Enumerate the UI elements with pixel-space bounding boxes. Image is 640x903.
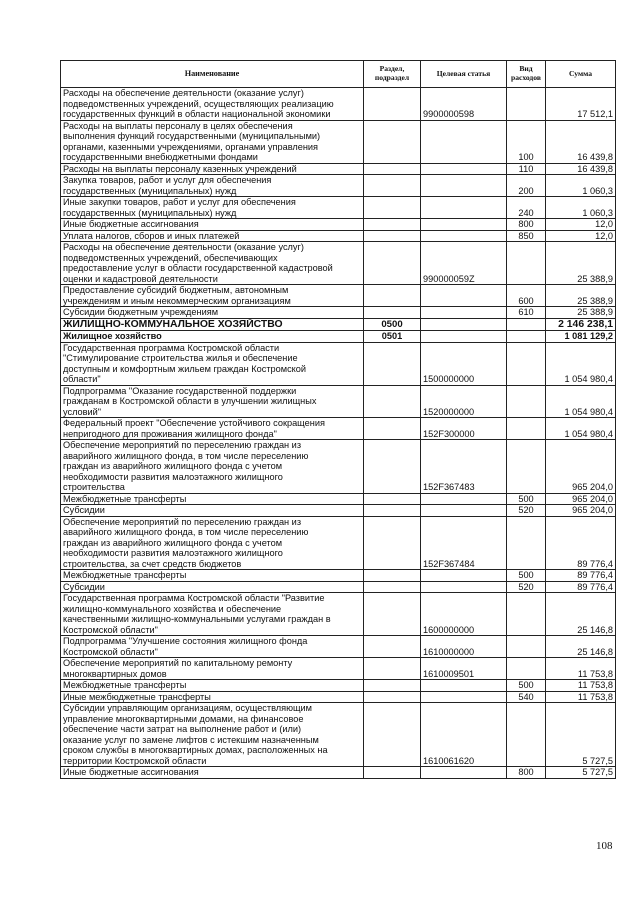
cell-vid [507,88,546,121]
table-row [61,418,616,440]
cell-name: Субсидии управляющим организациям, осуществляющим управление многоквартирными домами, на финансовое обеспечение части затрат на выполнение работ и (или) оказание услуг по замене лифтов с истекшим назначенным сроком службы в многоквартирных домах, расположенных на территории Костромской области [61,703,364,767]
table-row [61,493,616,505]
cell-section [364,636,421,658]
cell-sum: 16 439,8 [546,120,616,163]
cell-target [421,505,507,517]
table-row [61,197,616,219]
cell-section [364,163,421,175]
table-row [61,385,616,418]
header-sum: Сумма [546,61,616,88]
cell-vid: 850 [507,230,546,242]
table-body [61,88,616,779]
cell-section [364,505,421,517]
cell-name: Обеспечение мероприятий по переселению граждан из аварийного жилищного фонда, в том числе переселению граждан из аварийного жилищного фонда с учетом необходимости развития малоэтажного жилищного строительства [61,440,364,494]
cell-sum: 11 753,8 [546,658,616,680]
cell-section [364,120,421,163]
cell-name: Субсидии [61,581,364,593]
cell-name: Подпрограмма "Оказание государственной поддержки гражданам в Костромской области в улучшении жилищных условий" [61,385,364,418]
cell-target: 990000059Z [421,242,507,285]
cell-name: Расходы на обеспечение деятельности (оказание услуг) подведомственных учреждений, обеспечивающих предоставление услуг в области государственной кадастровой оценки и кадастровой деятельности [61,242,364,285]
cell-name: Предоставление субсидий бюджетным, автономным учреждениям и иным некоммерческим организациям [61,285,364,307]
cell-target: 1600000000 [421,593,507,636]
cell-name: Иные закупки товаров, работ и услуг для обеспечения государственных (муниципальных) нужд [61,197,364,219]
table-row [61,593,616,636]
budget-table [60,60,616,779]
cell-section [364,767,421,779]
page-number: 108 [596,840,613,852]
cell-section [364,307,421,319]
cell-section [364,88,421,121]
cell-vid: 500 [507,680,546,692]
cell-vid: 500 [507,570,546,582]
cell-target [421,691,507,703]
table-row [61,342,616,385]
cell-name: Межбюджетные трансферты [61,570,364,582]
cell-section [364,570,421,582]
table-row [61,570,616,582]
cell-vid: 240 [507,197,546,219]
cell-vid: 600 [507,285,546,307]
table-row [61,242,616,285]
cell-target [421,120,507,163]
cell-sum: 12,0 [546,219,616,231]
table-row [61,703,616,767]
table-row [61,307,616,319]
cell-target [421,307,507,319]
cell-sum: 965 204,0 [546,493,616,505]
cell-sum: 11 753,8 [546,680,616,692]
cell-sum: 25 146,8 [546,593,616,636]
cell-name: Расходы на выплаты персоналу в целях обеспечения выполнения функций государственными (муниципальными) органами, казенными учреждениями, органами управления государственными внебюджетными фондами [61,120,364,163]
cell-section: 0500 [364,318,421,331]
cell-name: Расходы на обеспечение деятельности (оказание услуг) подведомственных учреждений, осуществляющих реализацию государственных функций в области национальной экономики [61,88,364,121]
cell-vid: 610 [507,307,546,319]
cell-sum: 16 439,8 [546,163,616,175]
cell-section: 0501 [364,331,421,343]
header-target: Целевая статья [421,61,507,88]
cell-section [364,418,421,440]
table-row [61,505,616,517]
cell-section [364,593,421,636]
cell-name: Государственная программа Костромской области "Развитие жилищно-коммунального хозяйства и обеспечение качественными жилищно-коммунальными услугами граждан в Костромской области" [61,593,364,636]
cell-name: Иные бюджетные ассигнования [61,767,364,779]
table-row [61,331,616,343]
cell-section [364,516,421,570]
table-row [61,440,616,494]
cell-target [421,219,507,231]
cell-name: Межбюджетные трансферты [61,493,364,505]
cell-target: 1610000000 [421,636,507,658]
cell-sum: 965 204,0 [546,505,616,517]
cell-name: Жилищное хозяйство [61,331,364,343]
cell-target: 1610061620 [421,703,507,767]
cell-section [364,342,421,385]
table-row [61,230,616,242]
cell-sum: 1 054 980,4 [546,342,616,385]
cell-sum: 5 727,5 [546,703,616,767]
cell-vid [507,593,546,636]
budget-document [60,60,615,779]
table-row [61,285,616,307]
cell-vid [507,418,546,440]
table-row [61,581,616,593]
table-row [61,120,616,163]
cell-vid [507,385,546,418]
cell-name: Межбюджетные трансферты [61,680,364,692]
cell-sum: 1 054 980,4 [546,418,616,440]
cell-name: Субсидии [61,505,364,517]
cell-name: Расходы на выплаты персоналу казенных учреждений [61,163,364,175]
cell-vid [507,636,546,658]
cell-section [364,242,421,285]
table-row [61,516,616,570]
cell-section [364,285,421,307]
cell-target [421,175,507,197]
cell-sum: 17 512,1 [546,88,616,121]
cell-vid: 100 [507,120,546,163]
header-vid: Вид расходов [507,61,546,88]
cell-target: 1500000000 [421,342,507,385]
cell-sum: 11 753,8 [546,691,616,703]
table-row [61,680,616,692]
cell-sum: 25 388,9 [546,307,616,319]
cell-section [364,230,421,242]
cell-name: Обеспечение мероприятий по переселению граждан из аварийного жилищного фонда, в том числе переселению граждан из аварийного жилищного фонда с учетом необходимости развития малоэтажного жилищного строительства, за счет средств бюджетов [61,516,364,570]
cell-target: 152F300000 [421,418,507,440]
cell-name: Подпрограмма "Улучшение состояния жилищного фонда Костромской области" [61,636,364,658]
table-row [61,691,616,703]
cell-name: Иные бюджетные ассигнования [61,219,364,231]
table-header-row [61,61,616,88]
cell-sum: 89 776,4 [546,516,616,570]
cell-sum: 25 388,9 [546,242,616,285]
cell-sum: 1 054 980,4 [546,385,616,418]
cell-sum: 2 146 238,1 [546,318,616,331]
cell-vid [507,658,546,680]
cell-vid: 200 [507,175,546,197]
cell-section [364,680,421,692]
header-name: Наименование [61,61,364,88]
cell-sum: 1 060,3 [546,197,616,219]
cell-vid [507,331,546,343]
cell-target [421,581,507,593]
cell-vid: 110 [507,163,546,175]
cell-vid [507,440,546,494]
cell-sum: 5 727,5 [546,767,616,779]
cell-name: Иные межбюджетные трансферты [61,691,364,703]
header-section: Раздел, подраздел [364,61,421,88]
cell-target [421,285,507,307]
table-row [61,163,616,175]
cell-section [364,197,421,219]
cell-sum: 89 776,4 [546,570,616,582]
table-row [61,175,616,197]
cell-target [421,570,507,582]
cell-section [364,175,421,197]
cell-name: ЖИЛИЩНО-КОММУНАЛЬНОЕ ХОЗЯЙСТВО [61,318,364,331]
cell-target [421,331,507,343]
cell-section [364,440,421,494]
cell-name: Обеспечение мероприятий по капитальному ремонту многоквартирных домов [61,658,364,680]
cell-sum: 25 388,9 [546,285,616,307]
cell-vid [507,242,546,285]
cell-target [421,230,507,242]
cell-target [421,493,507,505]
cell-target [421,767,507,779]
cell-sum: 25 146,8 [546,636,616,658]
cell-vid [507,342,546,385]
cell-section [364,385,421,418]
cell-target [421,197,507,219]
cell-target [421,163,507,175]
cell-target: 152F367483 [421,440,507,494]
cell-name: Государственная программа Костромской области "Стимулирование строительства жилья и обеспечение доступным и комфортным жильем граждан Костромской области" [61,342,364,385]
table-row [61,636,616,658]
cell-vid: 500 [507,493,546,505]
table-row [61,767,616,779]
cell-sum: 12,0 [546,230,616,242]
table-row [61,658,616,680]
cell-vid [507,703,546,767]
cell-vid: 800 [507,767,546,779]
table-row [61,219,616,231]
cell-target: 1520000000 [421,385,507,418]
cell-section [364,493,421,505]
cell-vid: 520 [507,581,546,593]
cell-vid: 540 [507,691,546,703]
cell-name: Закупка товаров, работ и услуг для обеспечения государственных (муниципальных) нужд [61,175,364,197]
cell-sum: 965 204,0 [546,440,616,494]
cell-section [364,691,421,703]
table-row [61,318,616,331]
table-row [61,88,616,121]
cell-target: 9900000598 [421,88,507,121]
cell-name: Федеральный проект "Обеспечение устойчивого сокращения непригодного для проживания жилищного фонда" [61,418,364,440]
cell-sum: 89 776,4 [546,581,616,593]
cell-vid: 520 [507,505,546,517]
cell-target [421,680,507,692]
cell-target [421,318,507,331]
cell-vid [507,516,546,570]
cell-target: 1610009501 [421,658,507,680]
cell-vid [507,318,546,331]
cell-section [364,703,421,767]
cell-sum: 1 060,3 [546,175,616,197]
cell-name: Субсидии бюджетным учреждениям [61,307,364,319]
cell-section [364,658,421,680]
cell-sum: 1 081 129,2 [546,331,616,343]
cell-name: Уплата налогов, сборов и иных платежей [61,230,364,242]
cell-target: 152F367484 [421,516,507,570]
cell-section [364,581,421,593]
cell-section [364,219,421,231]
cell-vid: 800 [507,219,546,231]
